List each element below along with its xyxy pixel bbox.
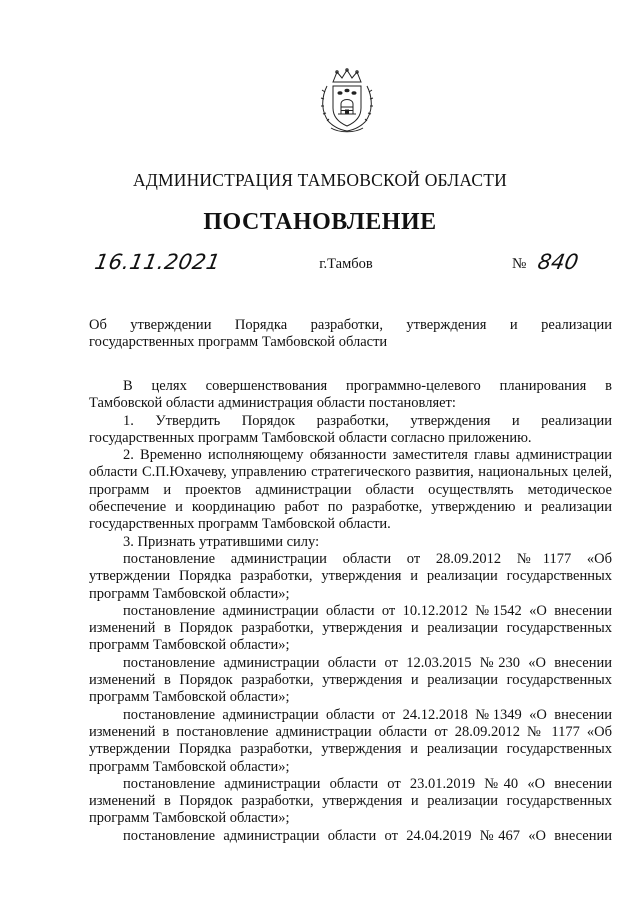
repealed-act-4: постановление администрации области от 24.12.2018 №1349 «О внесении изменений в постановление администрации области от 28.09.2012 № 1177 «Об утверждении Порядка разработки, утверждения и реализации государственных программ Тамбовской области»; (89, 706, 612, 775)
handwritten-number: 840 (535, 250, 581, 274)
item-2-paragraph: 2. Временно исполняющему обязанности заместителя главы администрации области С.П.Юхачеву, управлению стратегического развития, национальных целей, программ и проектов администрации области осуществлять методическое обеспечение и координацию работ по разработке, утверждению и реализации государственных программ Тамбовской области. (89, 447, 612, 533)
repealed-act-5: постановление администрации области от 23.01.2019 №40 «О внесении изменений в Порядок разработки, утверждения и реализации государственных программ Тамбовской области»; (89, 775, 612, 827)
document-type-title: ПОСТАНОВЛЕНИЕ (203, 209, 437, 235)
item-1-paragraph: 1. Утвердить Порядок разработки, утверждения и реализации государственных программ Тамбовской области согласно приложению. (89, 412, 612, 446)
coat-of-arms-icon (319, 68, 375, 134)
number-label: № (512, 256, 527, 272)
document-body (89, 378, 612, 845)
preamble-paragraph: В целях совершенствования программно-целевого планирования в Тамбовской области администрация области постановляет: (89, 378, 612, 412)
repealed-act-3: постановление администрации области от 12.03.2015 №230 «О внесении изменений в Порядок разработки, утверждения и реализации государственных программ Тамбовской области»; (89, 654, 612, 706)
document-subject (89, 317, 612, 351)
repealed-act-6: постановление администрации области от 24.04.2019 №467 «О внесении (123, 827, 612, 844)
item-3-paragraph: 3. Признать утратившими силу: (123, 533, 320, 550)
handwritten-date: 16.11.2021 (92, 250, 223, 274)
organization-name: АДМИНИСТРАЦИЯ ТАМБОВСКОЙ ОБЛАСТИ (133, 170, 507, 190)
subject-line-2: государственных программ Тамбовской области (89, 334, 388, 350)
subject-line-1: Об утверждении Порядка разработки, утверждения и реализации (89, 317, 612, 333)
city-name: г.Тамбов (319, 256, 373, 272)
repealed-act-1: постановление администрации области от 28.09.2012 №1177 «Об утверждении Порядка разработки, утверждения и реализации государственных программ Тамбовской области»; (89, 550, 612, 602)
repealed-act-2: постановление администрации области от 10.12.2012 №1542 «О внесении изменений в Порядок разработки, утверждения и реализации государственных программ Тамбовской области»; (89, 602, 612, 654)
